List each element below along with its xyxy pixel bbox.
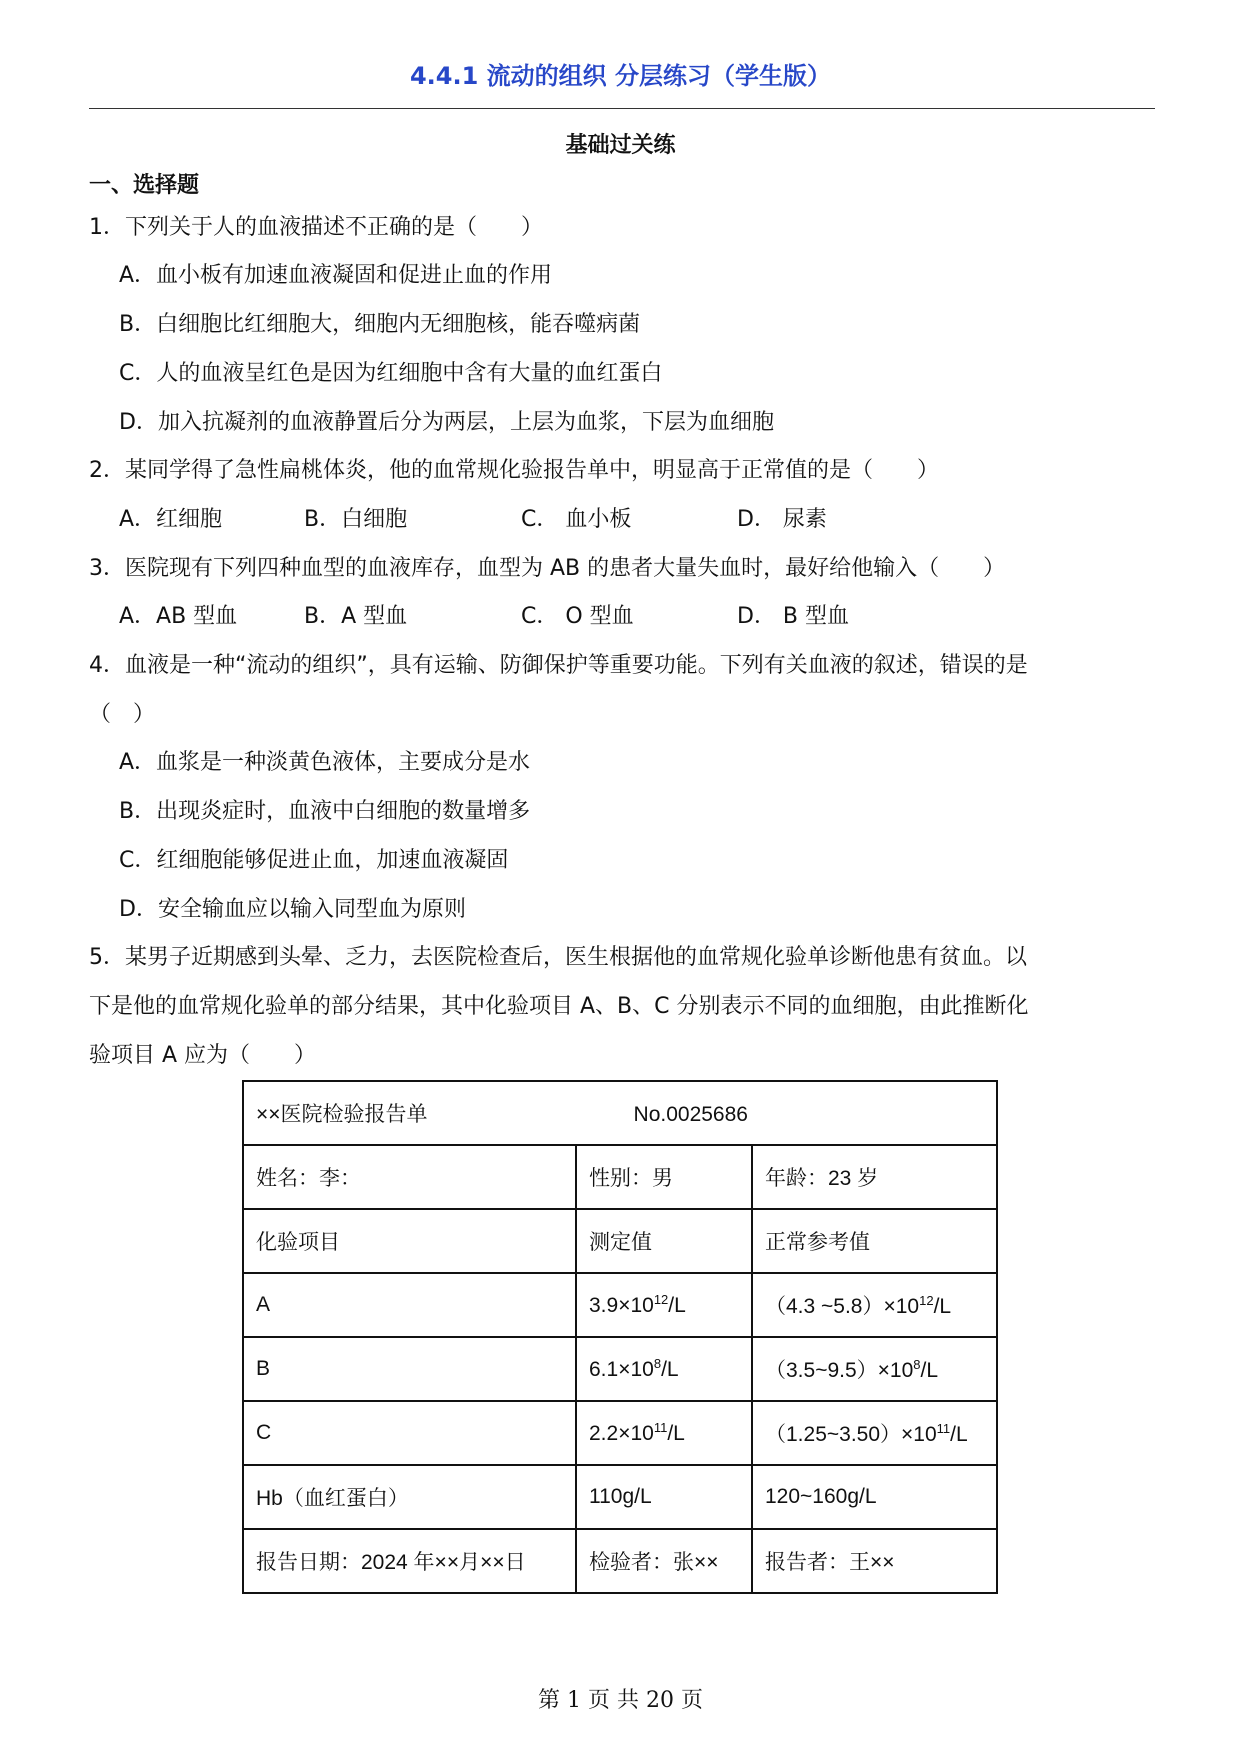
question-4-option-d[interactable]: D．安全输血应以输入同型血为原则 — [119, 897, 466, 922]
patient-name: 姓名：李： — [243, 1145, 576, 1209]
test-value: $6.1\times 10^8/L$ — [576, 1337, 752, 1401]
column-header-reference: 正常参考值 — [752, 1209, 997, 1273]
report-tester: 检验者：张×× — [576, 1529, 752, 1593]
table-row — [243, 1209, 997, 1273]
question-3-option-c[interactable]: C． O 型血 — [521, 604, 634, 629]
test-item: C — [243, 1401, 576, 1465]
lab-report-table — [242, 1080, 998, 1594]
question-5-stem-line-1: 5．某男子近期感到头晕、乏力，去医院检查后，医生根据他的血常规化验单诊断他患有贫血。以 — [89, 945, 1028, 970]
table-row — [243, 1465, 997, 1529]
table-row — [243, 1145, 997, 1209]
table-row — [243, 1273, 997, 1337]
header-divider — [89, 108, 1155, 109]
section-title: 基础过关练 — [565, 133, 676, 158]
report-hospital-title: ××医院检验报告单 — [256, 1103, 428, 1126]
question-3-stem: 3．医院现有下列四种血型的血液库存，血型为 AB 的患者大量失血时，最好给他输入（ ） — [89, 556, 1006, 581]
test-reference: $(1.25\sim 3.50)\times 10^{11}/L$ — [752, 1401, 997, 1465]
test-item-hemoglobin: Hb（血红蛋白） — [243, 1465, 576, 1529]
part-heading: 一、选择题 — [89, 173, 200, 198]
question-1-option-b[interactable]: B．白细胞比红细胞大，细胞内无细胞核，能吞噬病菌 — [119, 312, 641, 337]
question-2-option-a[interactable]: A．红细胞 — [119, 507, 223, 532]
question-5-stem-line-3: 验项目 A 应为（ ） — [89, 1043, 317, 1068]
question-5-stem-line-2: 下是他的血常规化验单的部分结果，其中化验项目 A、B、C 分别表示不同的血细胞，由此推断化 — [89, 994, 1029, 1019]
question-2-stem: 2．某同学得了急性扁桃体炎，他的血常规化验报告单中，明显高于正常值的是（ ） — [89, 458, 939, 483]
question-4-option-b[interactable]: B．出现炎症时，血液中白细胞的数量增多 — [119, 799, 531, 824]
report-number: No.0025686 — [633, 1103, 748, 1126]
test-reference: $(3.5\sim 9.5)\times 10^8/L$ — [752, 1337, 997, 1401]
question-2-option-c[interactable]: C． 血小板 — [521, 507, 632, 532]
test-reference: （4.3 $\sim 5.8)\times 10^{12}/L$ — [752, 1273, 997, 1337]
page-title: 4.4.1 流动的组织 分层练习（学生版） — [409, 62, 832, 90]
question-4-stem-line-1: 4．血液是一种“流动的组织”，具有运输、防御保护等重要功能。下列有关血液的叙述，错误的是 — [89, 653, 1028, 678]
question-2-option-d[interactable]: D． 尿素 — [737, 507, 827, 532]
question-2-option-b[interactable]: B．白细胞 — [304, 507, 408, 532]
test-value: $3.9\times 10^{12}/L$ — [576, 1273, 752, 1337]
table-row — [243, 1529, 997, 1593]
patient-age: 年龄：23 岁 — [752, 1145, 997, 1209]
test-item: B — [243, 1337, 576, 1401]
page-number: 第 1 页 共 20 页 — [538, 1688, 703, 1713]
question-1-option-c[interactable]: C．人的血液呈红色是因为红细胞中含有大量的血红蛋白 — [119, 361, 663, 386]
table-row — [243, 1401, 997, 1465]
test-item: A — [243, 1273, 576, 1337]
question-1-option-a[interactable]: A．血小板有加速血液凝固和促进止血的作用 — [119, 263, 553, 288]
column-header-item: 化验项目 — [243, 1209, 576, 1273]
question-4-option-c[interactable]: C．红细胞能够促进止血，加速血液凝固 — [119, 848, 509, 873]
test-value-hemoglobin: 110g/L — [576, 1465, 752, 1529]
patient-gender: 性别：男 — [576, 1145, 752, 1209]
test-value: $2.2\times 10^{11}/L$ — [576, 1401, 752, 1465]
question-1-option-d[interactable]: D．加入抗凝剂的血液静置后分为两层，上层为血浆，下层为血细胞 — [119, 410, 774, 435]
question-4-option-a[interactable]: A．血浆是一种淡黄色液体，主要成分是水 — [119, 750, 531, 775]
report-date: 报告日期：2024 年××月××日 — [243, 1529, 576, 1593]
test-reference-hemoglobin: 120~160g/L — [752, 1465, 997, 1529]
question-3-option-a[interactable]: A．AB 型血 — [119, 604, 238, 629]
table-row — [243, 1081, 997, 1145]
question-3-option-d[interactable]: D． B 型血 — [737, 604, 850, 629]
question-1-stem: 1．下列关于人的血液描述不正确的是（ ） — [89, 215, 543, 240]
column-header-value: 测定值 — [576, 1209, 752, 1273]
report-header-cell — [243, 1081, 997, 1145]
question-3-option-b[interactable]: B．A 型血 — [304, 604, 408, 629]
report-reporter: 报告者：王×× — [752, 1529, 997, 1593]
question-4-stem-line-2: （ ） — [89, 702, 156, 727]
table-row — [243, 1337, 997, 1401]
